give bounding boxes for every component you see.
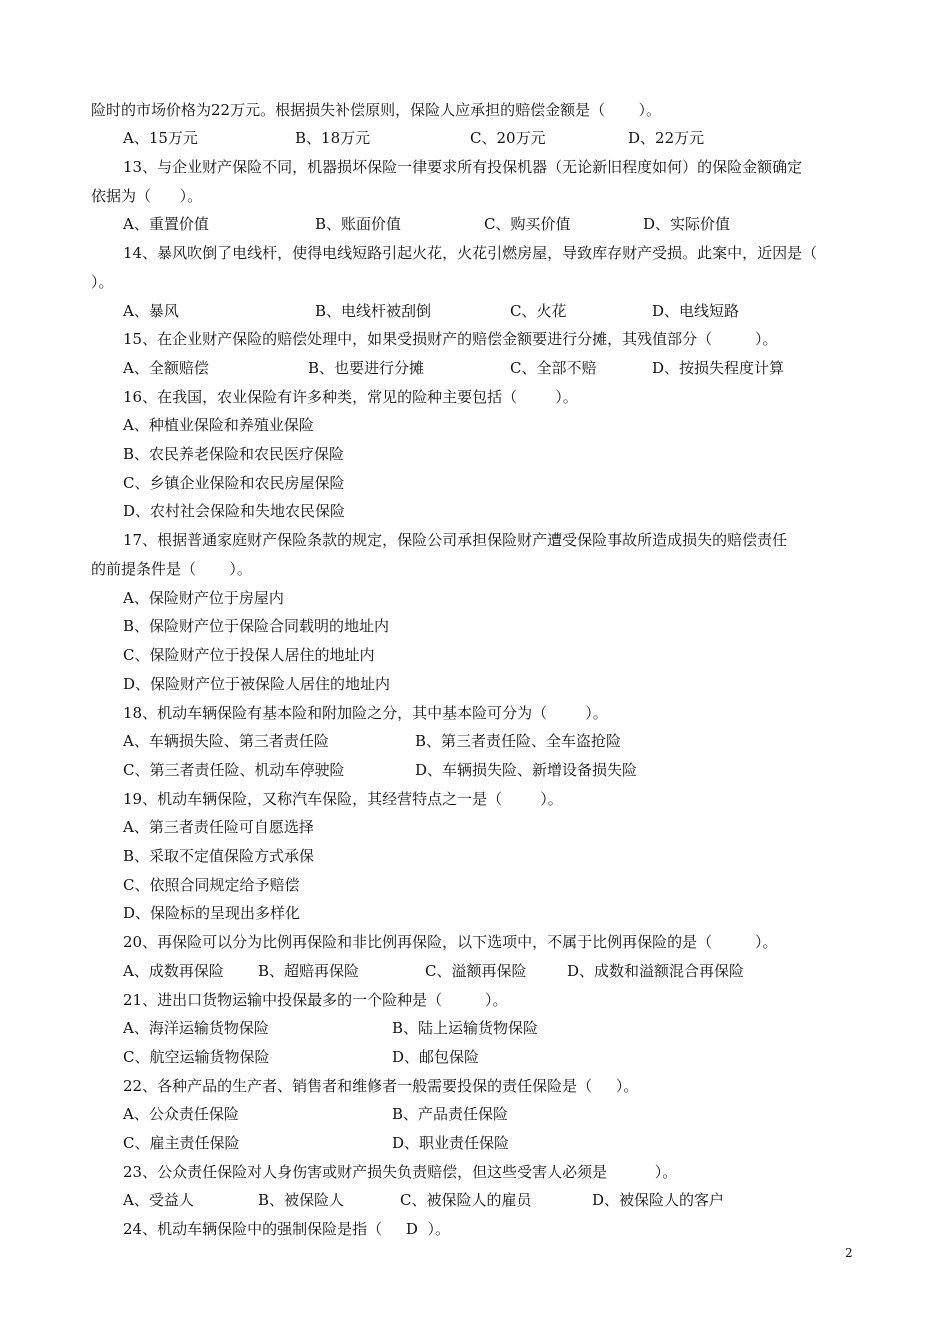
text-line: D、保险财产位于被保险人居住的地址内 — [123, 675, 391, 693]
answer-option: B、也要进行分摊 — [308, 359, 425, 377]
text-line: D、农村社会保险和失地农民保险 — [123, 502, 346, 520]
answer-option: A、全额赔偿 — [123, 359, 209, 377]
answer-option: C、全部不赔 — [510, 359, 597, 377]
text-line: 21、进出口货物运输中投保最多的一个险种是（ ）。 — [123, 991, 508, 1009]
answer-option: C、溢额再保险 — [425, 962, 527, 980]
text-line: 19、机动车辆保险，又称汽车保险，其经营特点之一是（ ）。 — [123, 790, 563, 808]
text-line: B、采取不定值保险方式承保 — [123, 847, 315, 865]
answer-option: D、电线短路 — [652, 302, 740, 320]
answer-option: B、陆上运输货物保险 — [392, 1019, 539, 1037]
answer-option: D、被保险人的客户 — [592, 1191, 725, 1209]
answer-option: A、车辆损失险、第三者责任险 — [123, 732, 329, 750]
text-line: 14、暴风吹倒了电线杆，使得电线短路引起火花，火花引燃房屋，导致库存财产受损。此案中，近因是（ — [123, 244, 818, 262]
answer-option: A、公众责任保险 — [123, 1105, 239, 1123]
text-line: B、保险财产位于保险合同载明的地址内 — [123, 617, 390, 635]
answer-option: D、职业责任保险 — [392, 1134, 510, 1152]
answer-option: B、被保险人 — [258, 1191, 345, 1209]
text-line: D、保险标的呈现出多样化 — [123, 904, 301, 922]
answer-option: B、产品责任保险 — [392, 1105, 509, 1123]
answer-option: D、成数和溢额混合再保险 — [567, 962, 745, 980]
text-line: 17、根据普通家庭财产保险条款的规定，保险公司承担保险财产遭受保险事故所造成损失的赔偿责任 — [123, 531, 788, 549]
text-line: C、依照合同规定给予赔偿 — [123, 876, 300, 894]
answer-option: C、火花 — [510, 302, 567, 320]
answer-option: A、受益人 — [123, 1191, 194, 1209]
text-line: 15、在企业财产保险的赔偿处理中，如果受损财产的赔偿金额要进行分摊，其残值部分（ ）。 — [123, 330, 778, 348]
answer-option: C、第三者责任险、机动车停驶险 — [123, 761, 345, 779]
text-line: 依据为（ ）。 — [91, 187, 203, 205]
answer-option: C、航空运输货物保险 — [123, 1048, 270, 1066]
answer-option: B、超赔再保险 — [258, 962, 360, 980]
answer-option: C、20万元 — [470, 129, 546, 147]
text-line: 22、各种产品的生产者、销售者和维修者一般需要投保的责任保险是（ ）。 — [123, 1077, 639, 1095]
answer-option: D、实际价值 — [643, 215, 731, 233]
answer-option: A、重置价值 — [123, 215, 209, 233]
text-line: A、种植业保险和养殖业保险 — [123, 416, 314, 434]
answer-option: C、被保险人的雇员 — [400, 1191, 532, 1209]
answer-option: B、账面价值 — [315, 215, 402, 233]
text-line: C、乡镇企业保险和农民房屋保险 — [123, 474, 345, 492]
text-line: 险时的市场价格为22万元。根据损失补偿原则，保险人应承担的赔偿金额是（ ）。 — [91, 101, 661, 119]
text-line: 18、机动车辆保险有基本险和附加险之分，其中基本险可分为（ ）。 — [123, 704, 608, 722]
answer-option: B、18万元 — [295, 129, 371, 147]
text-line: 16、在我国，农业保险有许多种类，常见的险种主要包括（ ）。 — [123, 388, 578, 406]
text-line: C、保险财产位于投保人居住的地址内 — [123, 646, 375, 664]
answer-option: A、海洋运输货物保险 — [123, 1019, 269, 1037]
answer-option: A、成数再保险 — [123, 962, 224, 980]
answer-option: D、车辆损失险、新增设备损失险 — [415, 761, 638, 779]
answer-option: A、15万元 — [123, 129, 198, 147]
answer-option: D、邮包保险 — [392, 1048, 480, 1066]
answer-option: C、购买价值 — [484, 215, 571, 233]
answer-option: B、第三者责任险、全车盗抢险 — [415, 732, 622, 750]
text-line: A、保险财产位于房屋内 — [123, 589, 284, 607]
answer-option: B、电线杆被刮倒 — [315, 302, 432, 320]
answer-option: D、按损失程度计算 — [652, 359, 785, 377]
text-line: 20、再保险可以分为比例再保险和非比例再保险，以下选项中，不属于比例再保险的是（ ）。 — [123, 933, 778, 951]
page-number: 2 — [845, 1246, 853, 1260]
answer-option: C、雇主责任保险 — [123, 1134, 240, 1152]
text-line: ）。 — [91, 273, 114, 291]
text-line: 13、与企业财产保险不同，机器损坏保险一律要求所有投保机器（无论新旧程度如何）的保险金额确定 — [123, 158, 803, 176]
answer-option: A、暴风 — [123, 302, 179, 320]
text-line: A、第三者责任险可自愿选择 — [123, 818, 314, 836]
text-line: 24、机动车辆保险中的强制保险是指（ D ）。 — [123, 1220, 450, 1238]
text-line: 23、公众责任保险对人身伤害或财产损失负责赔偿，但这些受害人必须是 ）。 — [123, 1163, 678, 1181]
text-line: B、农民养老保险和农民医疗保险 — [123, 445, 345, 463]
text-line: 的前提条件是（ ）。 — [91, 560, 252, 578]
answer-option: D、22万元 — [628, 129, 705, 147]
